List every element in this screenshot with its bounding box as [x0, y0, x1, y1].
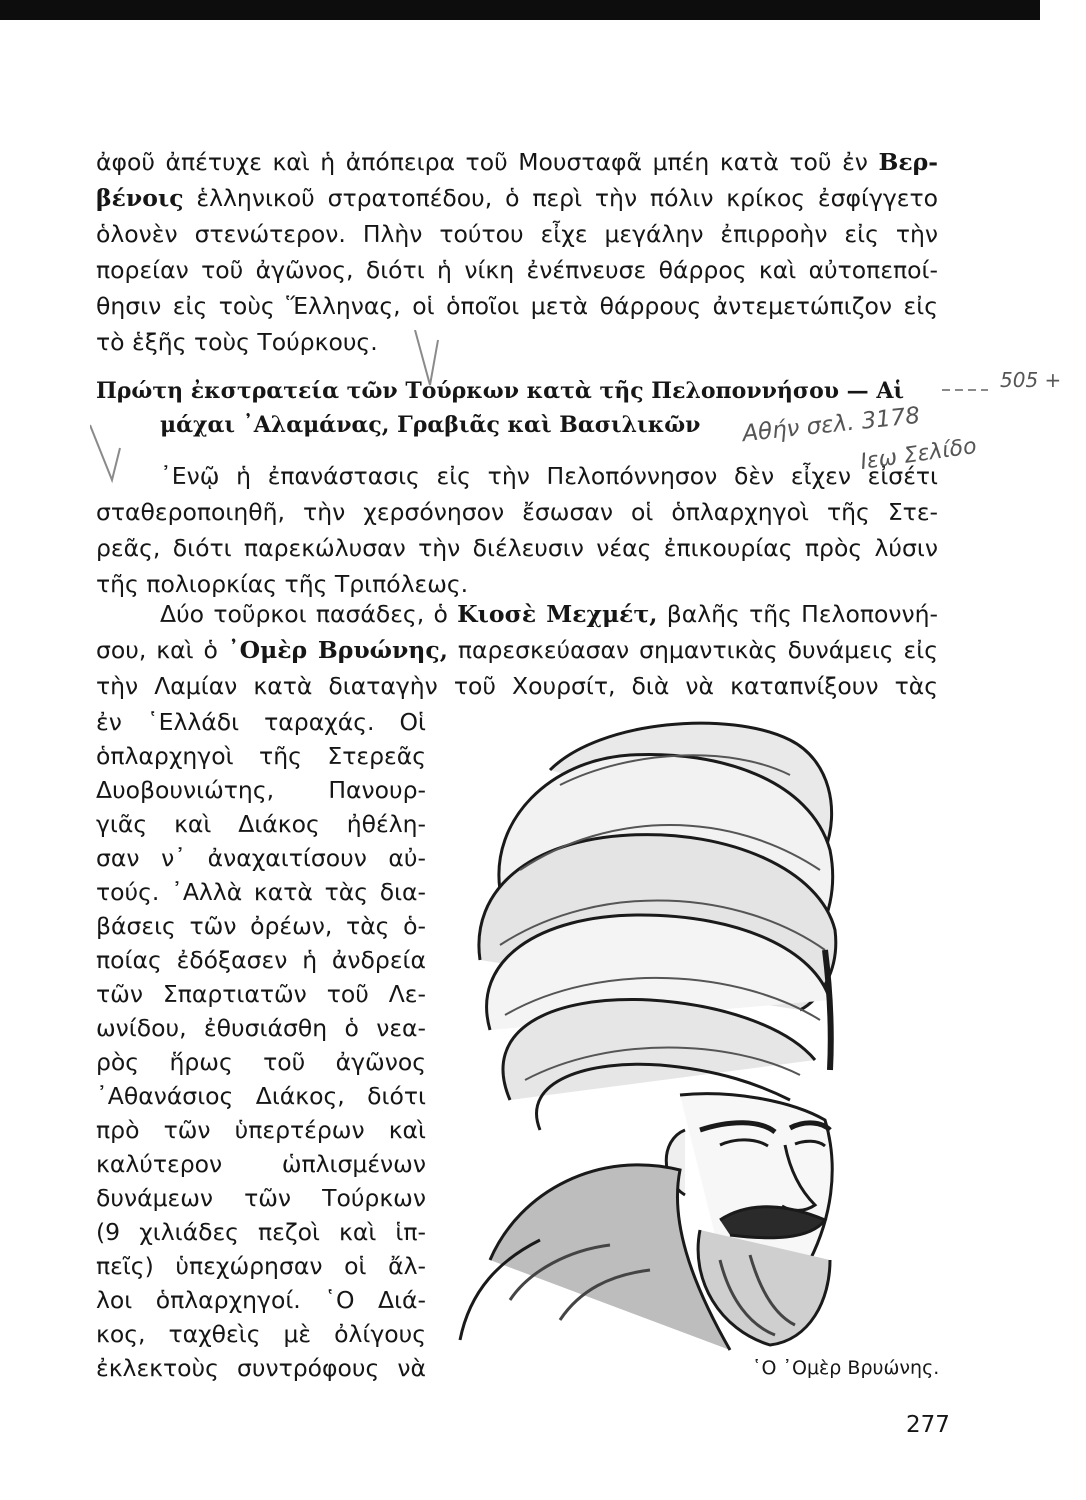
- text-line: πρὸ τῶν ὑπερτέρων καὶ: [96, 1116, 426, 1144]
- pencil-dash: [940, 378, 1000, 398]
- text-line: σαν ν᾿ ἀναχαιτίσουν αὐ-: [96, 844, 426, 872]
- text-line: τῆς πολιορκίας τῆς Τριπόλεως.: [96, 570, 469, 598]
- text-line: βάσεις τῶν ὀρέων, τὰς ὁ-: [96, 912, 426, 940]
- text-line: ᾿Ενῷ ἡ ἐπανάστασις εἰς τὴν Πελοπόννησον δὲν εἶχεν εἰσέτι: [160, 462, 938, 490]
- text-line: Δύο τοῦρκοι πασάδες, ὁ Κιοσὲ Μεχμέτ, βαλῆς τῆς Πελοποννή-: [160, 600, 938, 628]
- text-line: ᾿Αθανάσιος Διάκος, διότι: [96, 1082, 426, 1110]
- text-line: σου, καὶ ὁ ᾿Ομὲρ Βρυώνης, παρεσκεύασαν σημαντικὰς δυνάμεις εἰς: [96, 636, 938, 664]
- text-line: ἐκλεκτοὺς συντρόφους νὰ: [96, 1354, 426, 1382]
- text-line: ἀφοῦ ἀπέτυχε καὶ ἡ ἀπόπειρα τοῦ Μουσταφᾶ μπέη κατὰ τοῦ ἐν Βερ-: [96, 148, 938, 176]
- text-line: ρεᾶς, διότι παρεκώλυσαν τὴν διέλευσιν νέας ἐπικουρίας πρὸς λύσιν: [96, 534, 938, 562]
- text-line: τὴν Λαμίαν κατὰ διαταγὴν τοῦ Χουρσίτ, διὰ νὰ καταπνίξουν τὰς: [96, 672, 938, 700]
- portrait-illustration: [430, 700, 940, 1360]
- text-line: (9 χιλιάδες πεζοὶ καὶ ἱπ-: [96, 1218, 426, 1246]
- text-line: καλύτερον ὡπλισμένων: [96, 1150, 426, 1178]
- section-heading: Πρώτη ἐκστρατεία τῶν Τούρκων κατὰ τῆς Πελοποννήσου — Αἱ: [96, 378, 905, 404]
- text-line: τούς. ᾿Αλλὰ κατὰ τὰς δια-: [96, 878, 426, 906]
- text-line: ἐν ῾Ελλάδι ταραχάς. Οἱ: [96, 708, 426, 736]
- text-line: τῶν Σπαρτιατῶν τοῦ Λε-: [96, 980, 426, 1008]
- text-line: Δυοβουνιώτης, Πανουρ-: [96, 776, 426, 804]
- text-line: ρὸς ἥρως τοῦ ἀγῶνος: [96, 1048, 426, 1076]
- text-line: ποίας ἐδόξασεν ἡ ἀνδρεία: [96, 946, 426, 974]
- text-line: τὸ ἑξῆς τοὺς Τούρκους.: [96, 328, 378, 356]
- text-line: λοι ὁπλαρχηγοί. ῾Ο Διά-: [96, 1286, 426, 1314]
- text-line: θησιν εἰς τοὺς Ἕλληνας, οἱ ὁποῖοι μετὰ θάρρους ἀντεμετώπιζον εἰς: [96, 292, 938, 320]
- margin-note: Ιεω Σελίδο: [858, 433, 979, 476]
- figure-caption: ῾Ο ᾿Ομὲρ Βρυώνης.: [752, 1357, 940, 1379]
- scan-border: [0, 0, 1086, 20]
- text-line: γιᾶς καὶ Διάκος ἠθέλη-: [96, 810, 426, 838]
- page-number: 277: [906, 1412, 950, 1438]
- text-line: ὁπλαρχηγοὶ τῆς Στερεᾶς: [96, 742, 426, 770]
- text-line: πορείαν τοῦ ἀγῶνος, διότι ἡ νίκη ἐνέπνευσε θάρρος καὶ αὐτοπεποί-: [96, 256, 938, 284]
- margin-note: Αθήν σελ. 3178: [741, 402, 922, 448]
- text-line: σταθεροποιηθῆ, τὴν χερσόνησον ἔσωσαν οἱ ὁπλαρχηγοὶ τῆς Στε-: [96, 498, 938, 526]
- margin-note: 505 +: [1000, 368, 1062, 392]
- text-line: δυνάμεων τῶν Τούρκων: [96, 1184, 426, 1212]
- text-line: πεῖς) ὑπεχώρησαν οἱ ἄλ-: [96, 1252, 426, 1280]
- text-line: ωνίδου, ἐθυσιάσθη ὁ νεα-: [96, 1014, 426, 1042]
- text-line: βένοις ἑλληνικοῦ στρατοπέδου, ὁ περὶ τὴν πόλιν κρίκος ἐσφίγγετο: [96, 184, 938, 212]
- text-line: κος, ταχθεὶς μὲ ὀλίγους: [96, 1320, 426, 1348]
- section-heading-cont: μάχαι ᾿Αλαμάνας, Γραβιᾶς καὶ Βασιλικῶν: [160, 412, 701, 438]
- pencil-check-marks: [90, 330, 450, 490]
- text-line: ὁλονὲν στενώτερον. Πλὴν τούτου εἶχε μεγάλην ἐπιρροὴν εἰς τὴν: [96, 220, 938, 248]
